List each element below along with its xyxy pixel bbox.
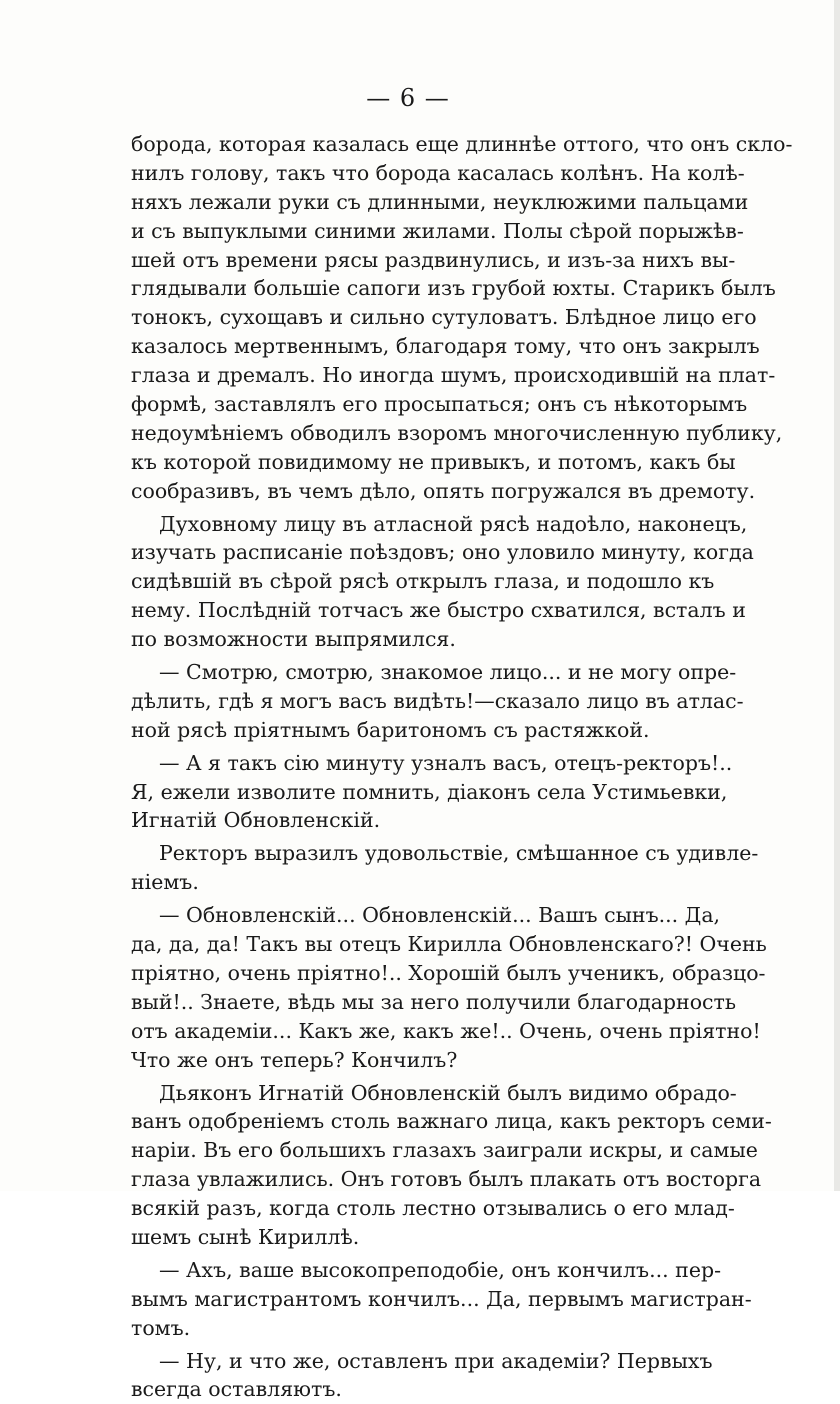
text-line: тонокъ, сухощавъ и сильно сутуловатъ. Блѣдное лицо его bbox=[131, 305, 757, 330]
text-line: и съ выпуклыми синими жилами. Полы сѣрой порыжѣв- bbox=[131, 218, 744, 243]
text-line: формѣ, заставлялъ его просыпаться; онъ съ нѣкоторымъ bbox=[131, 392, 748, 417]
text-line: — Смотрю, смотрю, знакомое лицо... и не могу опре- bbox=[159, 660, 737, 685]
paragraph bbox=[131, 658, 744, 745]
text-line: вымъ магистрантомъ кончилъ... Да, первымъ магистран- bbox=[131, 1286, 752, 1311]
text-line: изучать расписаніе поѣздовъ; оно уловило минуту, когда bbox=[131, 540, 754, 565]
text-line: ной рясѣ пріятнымъ баритономъ съ растяжкой. bbox=[131, 717, 650, 742]
text-line: — Ну, и что же, оставленъ при академіи? Первыхъ bbox=[159, 1348, 713, 1373]
paragraph bbox=[131, 1079, 772, 1252]
body-text bbox=[131, 130, 793, 1404]
text-line: шемъ сынѣ Кириллѣ. bbox=[131, 1224, 360, 1249]
paragraph bbox=[131, 1256, 752, 1343]
text-line: Игнатій Обновленскій. bbox=[131, 808, 381, 833]
paragraph bbox=[131, 510, 754, 654]
page-edge-shadow bbox=[834, 0, 840, 1191]
text-line: — Ахъ, ваше высокопреподобіе, онъ кончилъ... пер- bbox=[159, 1257, 722, 1282]
text-line: Я, ежели изволите помнить, діаконъ села Устимьевки, bbox=[131, 779, 728, 804]
text-line: наріи. Въ его большихъ глазахъ заиграли искры, и самые bbox=[131, 1138, 758, 1163]
text-line: вый!.. Знаете, вѣдь мы за него получили благодарность bbox=[131, 989, 737, 1014]
text-line: Что же онъ теперь? Кончилъ? bbox=[131, 1047, 458, 1072]
text-line: ванъ одобреніемъ столь важнаго лица, какъ ректоръ семи- bbox=[131, 1109, 772, 1134]
text-line: сообразивъ, въ чемъ дѣло, опять погружался въ дремоту. bbox=[131, 478, 756, 503]
text-line: нилъ голову, такъ что борода касалась колѣнъ. На колѣ- bbox=[131, 160, 745, 185]
text-line: пріятно, очень пріятно!.. Хорошій былъ ученикъ, образцо- bbox=[131, 960, 766, 985]
text-line: няхъ лежали руки съ длинными, неуклюжими пальцами bbox=[131, 189, 749, 214]
text-line: томъ. bbox=[131, 1315, 191, 1340]
paragraph bbox=[131, 1347, 713, 1404]
text-line: глаза и дремалъ. Но иногда шумъ, происходившій на плат- bbox=[131, 363, 776, 388]
text-line: казалось мертвеннымъ, благодаря тому, что онъ закрылъ bbox=[131, 334, 760, 359]
text-line: да, да, да! Такъ вы отецъ Кирилла Обновленскаго?! Очень bbox=[131, 932, 767, 957]
paragraph bbox=[131, 901, 767, 1074]
page-number: — 6 — bbox=[366, 84, 450, 112]
text-line: — А я такъ сію минуту узналъ васъ, отецъ-ректоръ!.. bbox=[159, 750, 733, 775]
paragraph bbox=[131, 749, 733, 836]
text-line: по возможности выпрямился. bbox=[131, 627, 456, 652]
text-line: Духовному лицу въ атласной рясѣ надоѣло, наконецъ, bbox=[159, 511, 748, 536]
text-line: недоумѣніемъ обводилъ взоромъ многочисленную публику, bbox=[131, 420, 783, 445]
text-line: глядывали большіе сапоги изъ грубой юхты. Старикъ былъ bbox=[131, 276, 776, 301]
text-line: глаза увлажились. Онъ готовъ былъ плакать отъ восторга bbox=[131, 1167, 762, 1192]
text-line: всегда оставляютъ. bbox=[131, 1377, 342, 1402]
paragraph bbox=[131, 839, 759, 897]
text-line: дѣлить, гдѣ я могъ васъ видѣть!—сказало лицо въ атлас- bbox=[131, 688, 744, 713]
text-line: всякій разъ, когда столь лестно отзывались о его млад- bbox=[131, 1196, 735, 1221]
text-line: къ которой повидимому не привыкъ, и потомъ, какъ бы bbox=[131, 449, 736, 474]
text-line: — Обновленскій... Обновленскій... Вашъ сынъ... Да, bbox=[159, 903, 721, 928]
text-line: отъ академіи... Какъ же, какъ же!.. Очень, очень пріятно! bbox=[131, 1018, 761, 1043]
text-line: шей отъ времени рясы раздвинулись, и изъ-за нихъ вы- bbox=[131, 247, 736, 272]
paragraph bbox=[131, 130, 793, 506]
text-line: сидѣвшій въ сѣрой рясѣ открылъ глаза, и подошло къ bbox=[131, 569, 715, 594]
text-line: нему. Послѣдній тотчасъ же быстро схватился, всталъ и bbox=[131, 598, 746, 623]
text-line: Дьяконъ Игнатій Обновленскій былъ видимо обрадо- bbox=[159, 1080, 737, 1105]
text-line: ніемъ. bbox=[131, 870, 199, 895]
text-line: Ректоръ выразилъ удовольствіе, смѣшанное съ удивле- bbox=[159, 841, 759, 866]
text-line: борода, которая казалась еще длиннѣе оттого, что онъ скло- bbox=[131, 132, 793, 156]
